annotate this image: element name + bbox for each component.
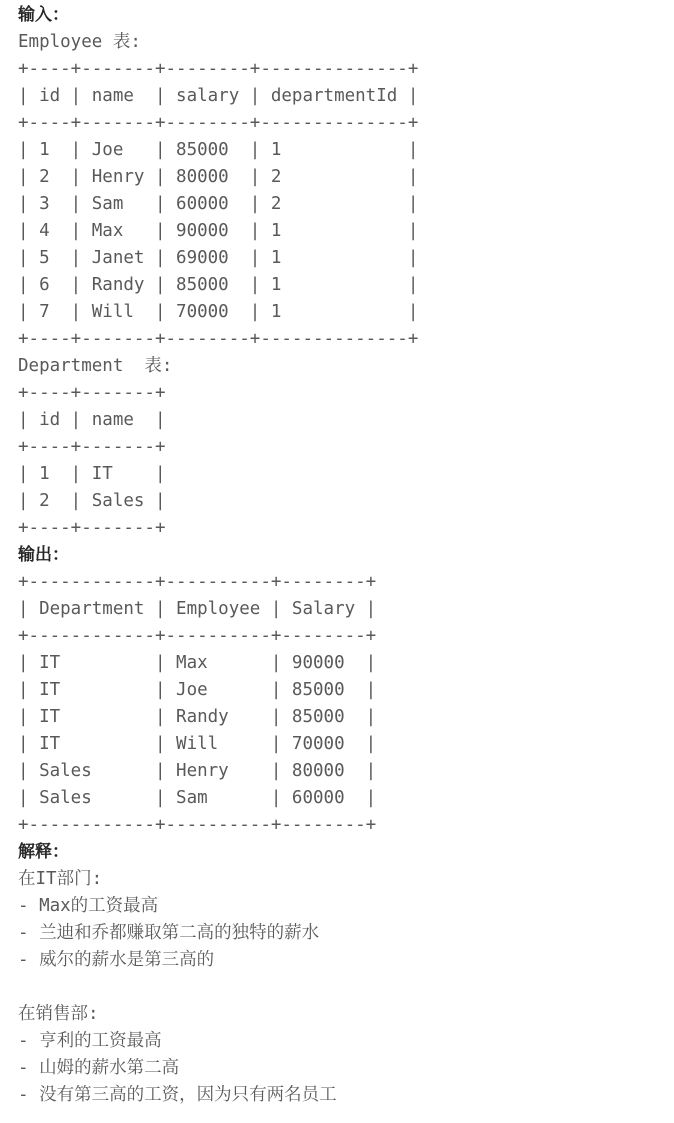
table-row: | Sales | Sam | 60000 |	[18, 788, 377, 808]
spacer	[18, 974, 674, 1001]
table-header-row: | id | name | salary | departmentId |	[18, 86, 419, 106]
table-border: +------------+----------+--------+	[18, 572, 377, 592]
explanation-point: - 山姆的薪水第二高	[18, 1058, 180, 1078]
sales-section-title: 在销售部:	[18, 1004, 99, 1024]
table-border: +------------+----------+--------+	[18, 815, 377, 835]
table-row: | 1 | IT |	[18, 464, 166, 484]
department-table	[18, 380, 674, 542]
explanation-point: - 兰迪和乔都赚取第二高的独特的薪水	[18, 923, 320, 943]
table-border: +------------+----------+--------+	[18, 626, 377, 646]
table-header-row: | Department | Employee | Salary |	[18, 599, 377, 619]
employee-table-label: Employee 表:	[18, 32, 141, 52]
it-section-title: 在IT部门:	[18, 869, 103, 889]
explanation-point: - Max的工资最高	[18, 896, 159, 916]
table-row: | IT | Joe | 85000 |	[18, 680, 377, 700]
table-row: | 2 | Henry | 80000 | 2 |	[18, 167, 419, 187]
table-border: +----+-------+	[18, 518, 166, 538]
table-row: | 3 | Sam | 60000 | 2 |	[18, 194, 419, 214]
table-border: +----+-------+	[18, 437, 166, 457]
table-border: +----+-------+--------+--------------+	[18, 113, 419, 133]
table-border: +----+-------+	[18, 383, 166, 403]
table-row: | IT | Randy | 85000 |	[18, 707, 377, 727]
table-border: +----+-------+--------+--------------+	[18, 59, 419, 79]
output-table	[18, 569, 674, 839]
explanation-block	[18, 866, 674, 1109]
table-border: +----+-------+--------+--------------+	[18, 329, 419, 349]
explanation-point: - 没有第三高的工资，因为只有两名员工	[18, 1085, 337, 1105]
table-row: | 7 | Will | 70000 | 1 |	[18, 302, 419, 322]
table-header-row: | id | name |	[18, 410, 166, 430]
table-row: | 2 | Sales |	[18, 491, 166, 511]
table-row: | 5 | Janet | 69000 | 1 |	[18, 248, 419, 268]
department-table-label: Department 表:	[18, 356, 173, 376]
example-block	[18, 2, 674, 1109]
table-row: | 1 | Joe | 85000 | 1 |	[18, 140, 419, 160]
table-row: | IT | Will | 70000 |	[18, 734, 377, 754]
explanation-point: - 威尔的薪水是第三高的	[18, 950, 215, 970]
table-row: | IT | Max | 90000 |	[18, 653, 377, 673]
employee-table	[18, 56, 674, 353]
explanation-heading: 解释：	[18, 842, 69, 862]
table-row: | 6 | Randy | 85000 | 1 |	[18, 275, 419, 295]
input-heading: 输入：	[18, 5, 69, 25]
table-row: | 4 | Max | 90000 | 1 |	[18, 221, 419, 241]
explanation-point: - 亨利的工资最高	[18, 1031, 162, 1051]
output-heading: 输出：	[18, 545, 69, 565]
table-row: | Sales | Henry | 80000 |	[18, 761, 377, 781]
